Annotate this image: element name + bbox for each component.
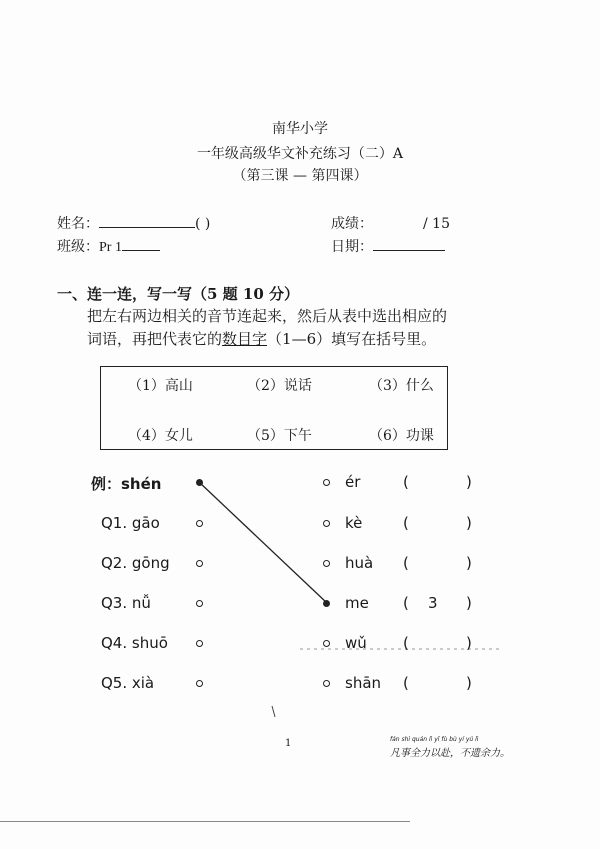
- answer-paren-close: ): [466, 514, 472, 532]
- answer-paren-close: ): [466, 594, 472, 612]
- er-syllable: ér: [345, 473, 361, 491]
- name-label: 姓名：: [57, 216, 99, 232]
- option-6: （6）功课: [369, 428, 434, 444]
- ke-syllable: kè: [345, 514, 363, 532]
- hua-syllable: huà: [345, 554, 374, 572]
- shan-syllable: shān: [345, 674, 382, 692]
- page-number: 1: [285, 738, 292, 749]
- option-2: （2）说话: [247, 378, 312, 394]
- instruction-underlined: 数目字: [222, 330, 268, 348]
- motto-pinyin: fán shì quán lì yǐ fù bù yí yú lì: [390, 736, 479, 743]
- class-label: 班级：: [57, 239, 99, 255]
- instruction-line-1: 把左右两边相关的音节连起来，然后从表中选出相应的: [87, 307, 448, 325]
- example-left: 例：shén: [91, 475, 162, 493]
- answer-paren-open: (: [403, 674, 409, 692]
- option-5: （5）下午: [247, 428, 312, 444]
- q5-left: Q5. xià: [101, 674, 155, 692]
- score-total: / 15: [423, 216, 450, 232]
- instruction-text-b: （1—6）填写在括号里。: [267, 330, 437, 348]
- worksheet-title: 一年级高级华文补充练习（二）A: [196, 146, 404, 162]
- option-1: （1）高山: [128, 378, 193, 394]
- class-number-paren: ( ): [195, 216, 211, 232]
- q3-left: Q3. nǚ: [101, 594, 151, 612]
- school-name: 南华小学: [272, 121, 328, 137]
- section-heading: 一、连一连，写一写（5 题 10 分）: [57, 285, 299, 303]
- lesson-range: （第三课 — 第四课）: [232, 168, 368, 184]
- answer-paren-open: (: [403, 554, 409, 572]
- q2-left: Q2. gōng: [101, 554, 170, 572]
- answer-paren-open: (: [403, 514, 409, 532]
- instruction-text-a: 词语，再把代表它的: [87, 330, 223, 348]
- answer-paren-open: (: [403, 473, 409, 491]
- score-label: 成绩：: [331, 216, 373, 232]
- answer-paren-open: (: [403, 594, 409, 612]
- option-4: （4）女儿: [128, 428, 193, 444]
- scan-edge-line: [0, 821, 410, 822]
- me-syllable: me: [345, 594, 369, 612]
- option-3: （3）什么: [369, 378, 434, 394]
- class-value: Pr 1: [99, 240, 122, 255]
- answer-paren-close: ): [466, 634, 472, 652]
- date-label: 日期：: [331, 239, 373, 255]
- wu-syllable: wǔ: [345, 634, 367, 652]
- answer-paren-close: ): [466, 554, 472, 572]
- answer-paren-open: (: [403, 634, 409, 652]
- q1-left: Q1. gāo: [101, 514, 160, 532]
- answer-paren-close: ): [466, 473, 472, 491]
- q3-answer[interactable]: 3: [428, 594, 438, 612]
- answer-paren-close: ): [466, 674, 472, 692]
- motto: 凡事全力以赴，不遗余力。: [390, 748, 510, 759]
- q4-left: Q4. shuō: [101, 634, 168, 652]
